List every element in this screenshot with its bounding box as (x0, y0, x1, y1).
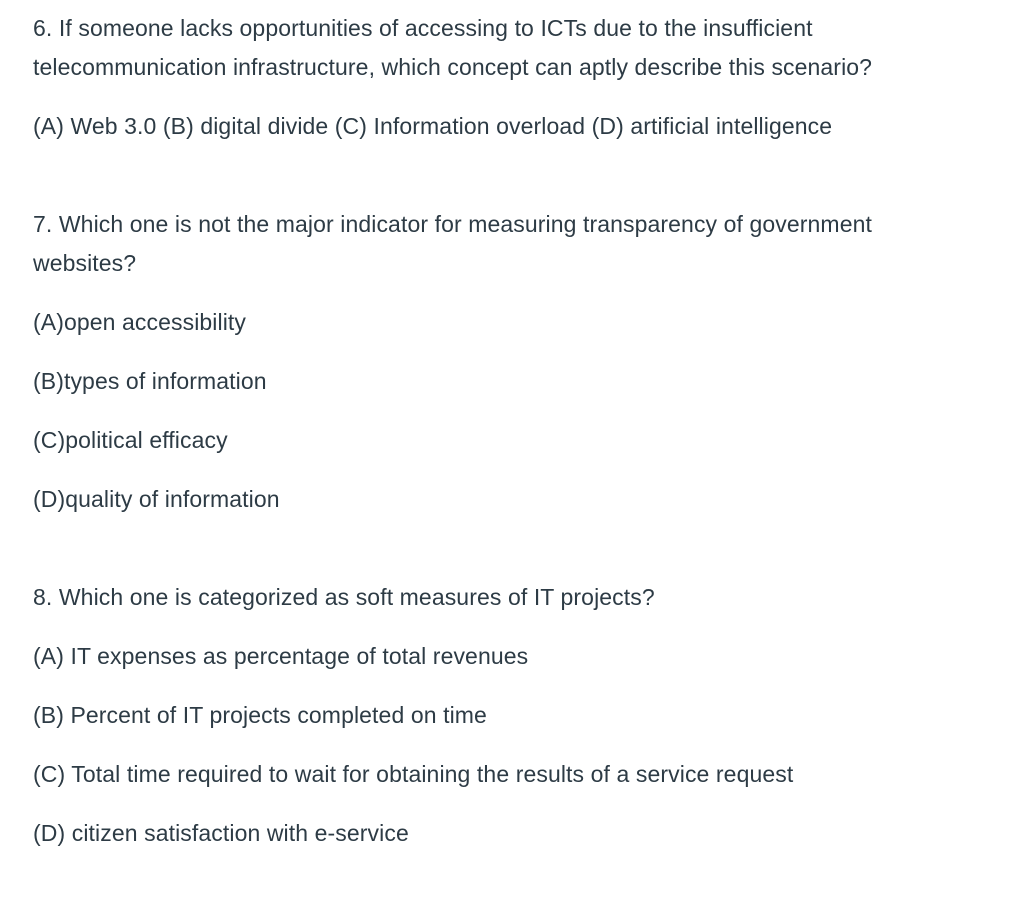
question-8-option-d: (D) citizen satisfaction with e-service (33, 820, 409, 846)
question-8-option-b: (B) Percent of IT projects completed on time (33, 702, 487, 728)
question-6-prompt-line-2: telecommunication infrastructure, which concept can aptly describe this scenario? (33, 54, 873, 80)
question-8-option-c: (C) Total time required to wait for obtaining the results of a service request (33, 761, 794, 787)
question-8-option-a: (A) IT expenses as percentage of total revenues (33, 643, 529, 669)
question-7-option-a: (A)open accessibility (33, 309, 247, 335)
question-7-prompt-line-1: 7. Which one is not the major indicator for measuring transparency of government (33, 211, 872, 237)
question-7 (33, 205, 993, 519)
question-7-option-d: (D)quality of information (33, 486, 280, 512)
quiz-content (33, 9, 993, 853)
question-6-prompt-line-1: 6. If someone lacks opportunities of accessing to ICTs due to the insufficient (33, 15, 813, 41)
question-6-options: (A) Web 3.0 (B) digital divide (C) Information overload (D) artificial intelligence (33, 113, 833, 139)
question-7-option-b: (B)types of information (33, 368, 267, 394)
question-8 (33, 578, 993, 853)
question-6 (33, 9, 993, 146)
question-7-prompt-line-2: websites? (33, 250, 137, 276)
question-8-prompt: 8. Which one is categorized as soft measures of IT projects? (33, 584, 655, 610)
question-7-option-c: (C)political efficacy (33, 427, 228, 453)
